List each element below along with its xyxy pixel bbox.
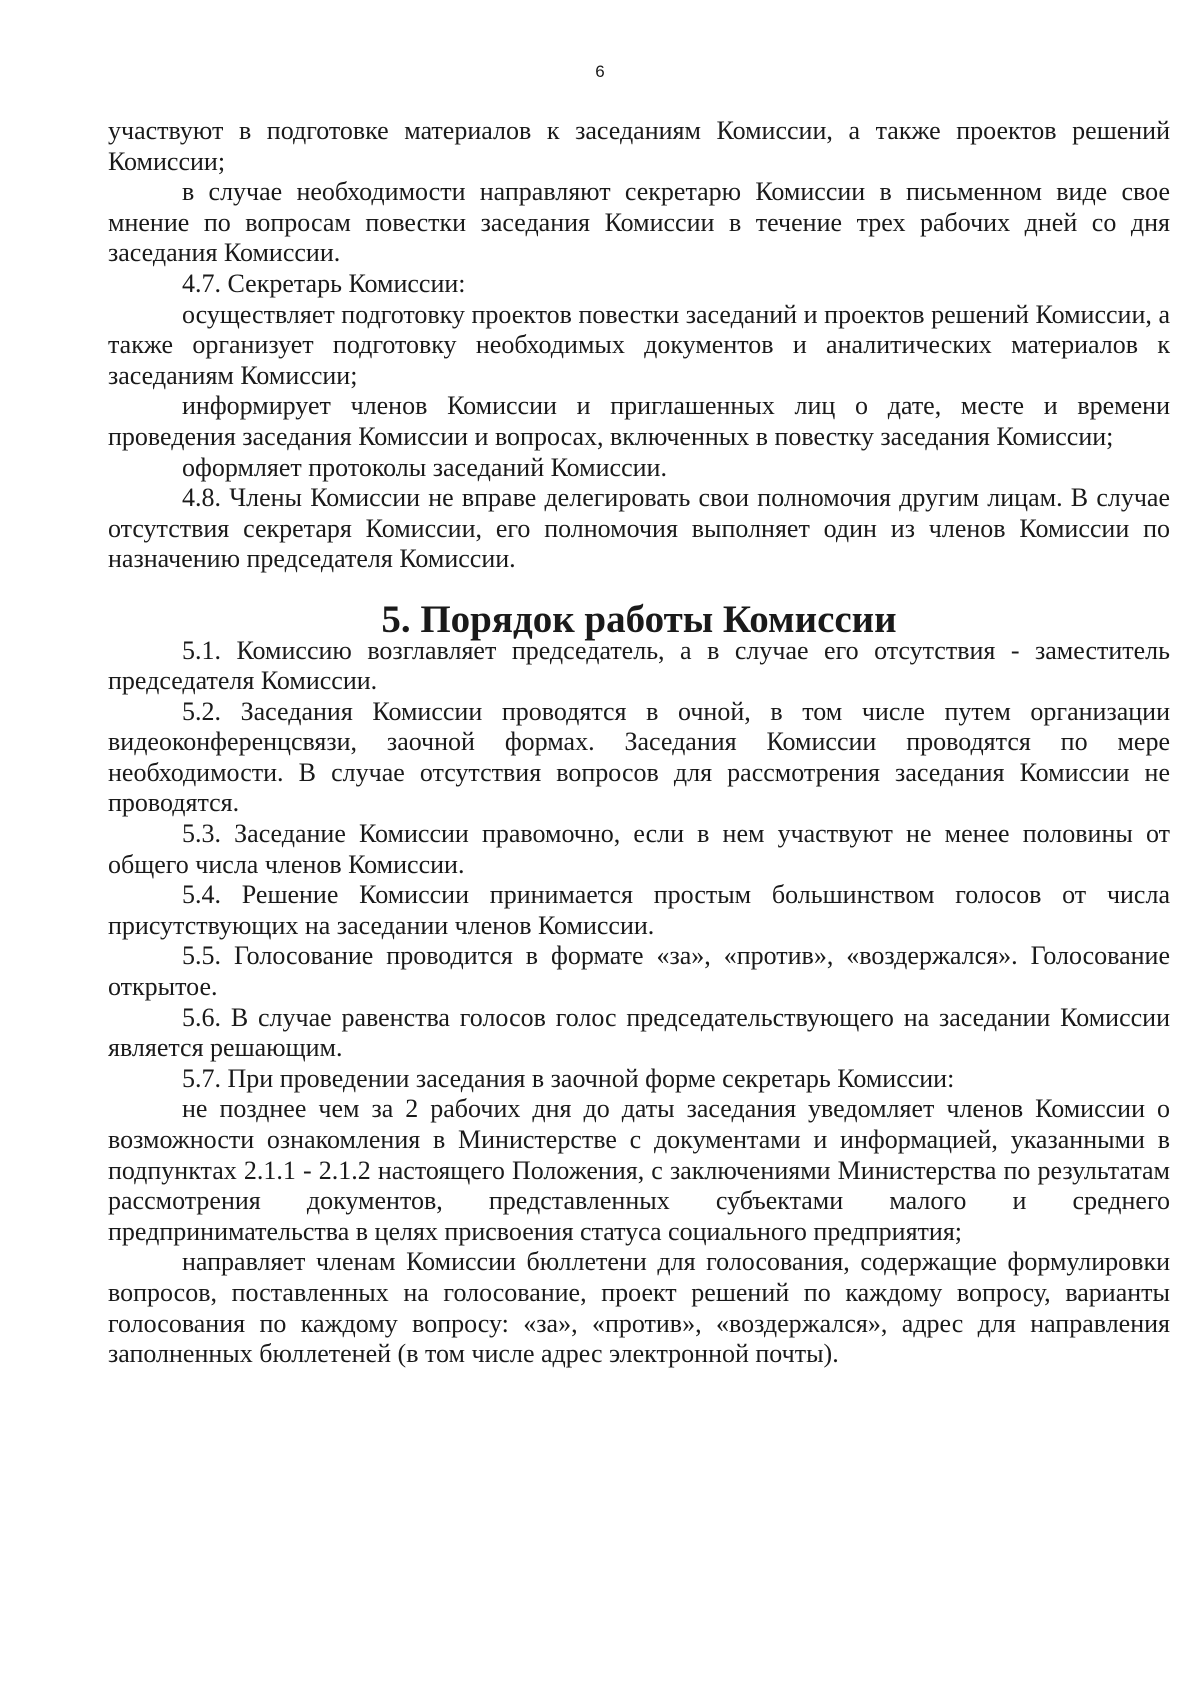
- paragraph: направляет членам Комиссии бюллетени для голосования, содержащие формулировки вопросов, поставленных на голосование, проект решений по каждому вопросу, варианты голосования по каждому вопросу: «за», «против», «воздержался», адрес для направления заполненных бюллетеней (в том числе адрес электронной почты).: [108, 1247, 1170, 1369]
- page-content: [108, 116, 1170, 1370]
- paragraph: в случае необходимости направляют секретарю Комиссии в письменном виде свое мнение по вопросам повестки заседания Комиссии в течение трех рабочих дней со дня заседания Комиссии.: [108, 177, 1170, 268]
- paragraph-5-4: 5.4. Решение Комиссии принимается простым большинством голосов от числа присутствующих на заседании членов Комиссии.: [108, 880, 1170, 940]
- section-heading: 5. Порядок работы Комиссии: [381, 597, 897, 641]
- paragraph-5-1: 5.1. Комиссию возглавляет председатель, а в случае его отсутствия - заместитель председателя Комиссии.: [108, 635, 1170, 696]
- paragraph-5-5: 5.5. Голосование проводится в формате «за», «против», «воздержался». Голосование открытое.: [108, 941, 1170, 1002]
- paragraph-4-7: 4.7. Секретарь Комиссии:: [182, 268, 466, 298]
- paragraph: не позднее чем за 2 рабочих дня до даты заседания уведомляет членов Комиссии о возможности ознакомления в Министерстве с документами и информацией, указанными в подпунктах 2.1.1 - 2.1.2 настоящего Положения, с заключениями Министерства по результатам рассмотрения документов, представленных субъектами малого и среднего предпринимательства в целях присвоения статуса социального предприятия;: [108, 1094, 1170, 1246]
- paragraph: участвуют в подготовке материалов к заседаниям Комиссии, а также проектов решений Комиссии;: [108, 116, 1170, 176]
- page-number: 6: [595, 62, 605, 81]
- paragraph-5-7: 5.7. При проведении заседания в заочной форме секретарь Комиссии:: [182, 1063, 955, 1093]
- paragraph: осуществляет подготовку проектов повестки заседаний и проектов решений Комиссии, а также организует подготовку необходимых документов и аналитических материалов к заседаниям Комиссии;: [108, 299, 1170, 390]
- paragraph-5-3: 5.3. Заседание Комиссии правомочно, если в нем участвуют не менее половины от общего числа членов Комиссии.: [108, 819, 1170, 879]
- paragraph: информирует членов Комиссии и приглашенных лиц о дате, месте и времени проведения заседания Комиссии и вопросах, включенных в повестку заседания Комиссии;: [108, 391, 1170, 451]
- paragraph-4-8: 4.8. Члены Комиссии не вправе делегировать свои полномочия другим лицам. В случае отсутствия секретаря Комиссии, его полномочия выполняет один из членов Комиссии по назначению председателя Комиссии.: [108, 483, 1170, 574]
- paragraph-5-6: 5.6. В случае равенства голосов голос председательствующего на заседании Комиссии является решающим.: [108, 1002, 1170, 1063]
- paragraph: оформляет протоколы заседаний Комиссии.: [182, 452, 667, 482]
- paragraph-5-2: 5.2. Заседания Комиссии проводятся в очной, в том числе путем организации видеоконференцсвязи, заочной формах. Заседания Комиссии проводятся по мере необходимости. В случае отсутствия вопросов для рассмотрения заседания Комиссии не проводятся.: [108, 696, 1170, 818]
